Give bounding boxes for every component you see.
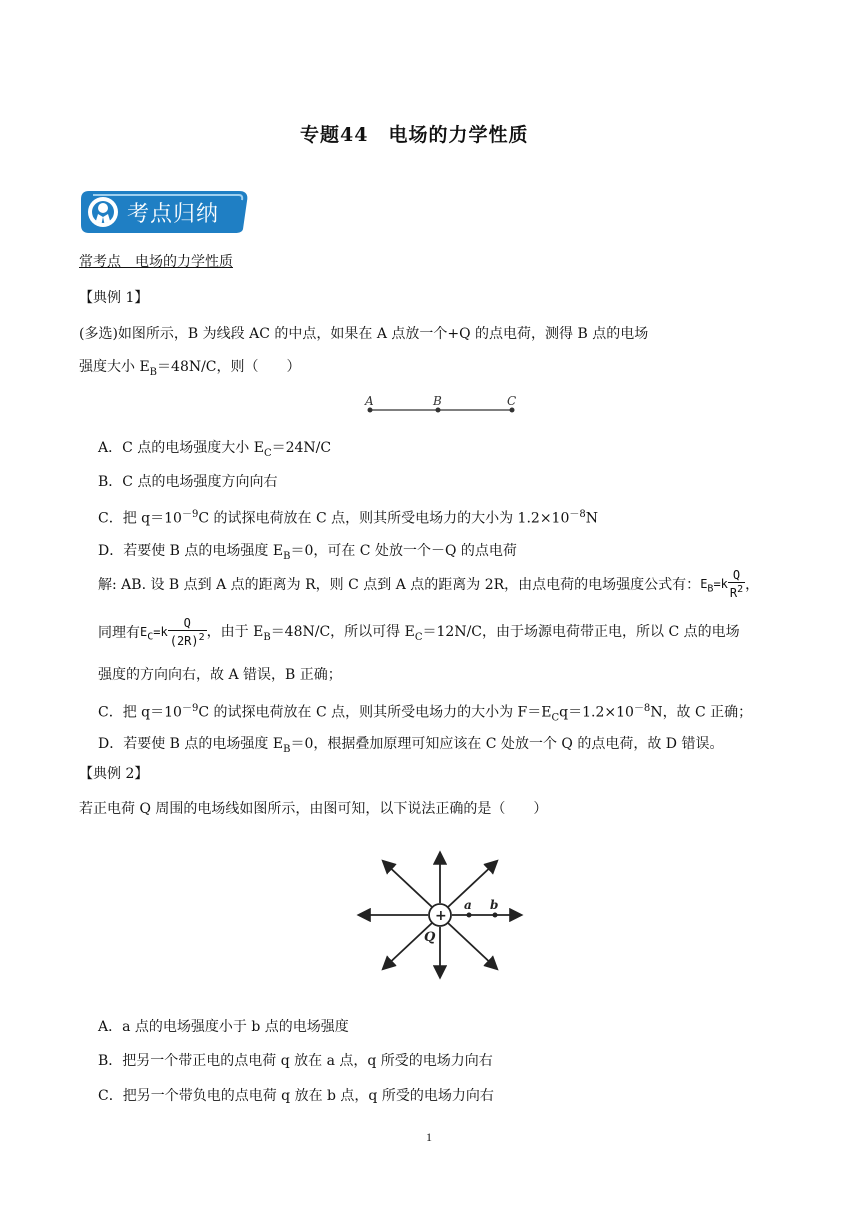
example1-option-d: D．若要使 B 点的电场强度 $E_B=0$，可在 C 处放一个－Q 的点电荷 bbox=[98, 543, 517, 562]
label-c: C bbox=[507, 394, 517, 408]
point-b-dot bbox=[493, 913, 498, 918]
point-c bbox=[510, 408, 515, 413]
example2-option-a: A．a 点的电场强度小于 b 点的电场强度 bbox=[98, 1019, 349, 1035]
example1-option-b: B．C 点的电场强度方向向右 bbox=[98, 474, 278, 490]
solution-line4: C．把 $q=10^{-9}C$ 的试探电荷放在 C 点，则其所受电场力的大小为 $F=E_Cq=1.2\times 10^{-8}N$，故 C 正确； bbox=[98, 703, 753, 724]
solution-line3: 强度的方向向右，故 A 错误，B 正确； bbox=[98, 667, 342, 683]
solution-line1: 解: AB. 设 B 点到 A 点的距离为 R，则 C 点到 A 点的距离为 2R，由点电荷的电场强度公式有：$E_B=k$ $\frac{Q}{R^2}$ ， bbox=[98, 568, 760, 600]
example2-option-c: C．把另一个带负电的点电荷 q 放在 b 点，q 所受的电场力向右 bbox=[98, 1088, 494, 1104]
solution-line2: 同理有$E_C=k$ $\frac{Q}{(2R)^2}$ ，由于 $E_B=48N/C$，所以可得 $E_C=12N/C$，由于场源电荷带正电，所以 C 点的电场 bbox=[98, 616, 740, 648]
page-title: 专题44 电场的力学性质 bbox=[300, 124, 529, 146]
figure-line-abc bbox=[360, 392, 530, 422]
example1-option-c: C．把 $q=10^{-9}C$ 的试探电荷放在 C 点，则其所受电场力的大小为 $1.2\times 10^{-8}N$ bbox=[98, 509, 598, 527]
badge-label: 考点归纳 bbox=[127, 202, 220, 227]
figure-field-lines bbox=[354, 850, 530, 980]
example2-option-b: B．把另一个带正电的点电荷 q 放在 a 点，q 所受的电场力向右 bbox=[98, 1053, 493, 1069]
label-point-b: b bbox=[490, 898, 499, 912]
section-heading: 常考点 电场的力学性质 bbox=[79, 254, 233, 270]
page-number: 1 bbox=[426, 1130, 432, 1144]
label-b: B bbox=[433, 394, 442, 408]
solution-line5: D．若要使 B 点的电场强度 $E_B=0$，根据叠加原理可知应该在 C 处放一个 Q 的点电荷，故 D 错误。 bbox=[98, 736, 724, 755]
charge-sign: + bbox=[435, 908, 447, 924]
point-b bbox=[436, 408, 441, 413]
example1-stem-line1: (多选)如图所示，B 为线段 AC 的中点，如果在 A 点放一个+Q 的点电荷，测得 B 点的电场 bbox=[79, 326, 649, 342]
example1-option-a: A．C 点的电场强度大小 $E_C=24N/C$ bbox=[98, 440, 332, 459]
example1-stem-line2: 强度大小 $E_B=48N/C$，则（ ） bbox=[79, 359, 301, 378]
formula-eb: $E_B=k$ $\frac{Q}{R^2}$ bbox=[700, 568, 744, 600]
point-a-dot bbox=[467, 913, 472, 918]
example1-heading: 【典例 1】 bbox=[79, 290, 149, 306]
example2-stem: 若正电荷 Q 周围的电场线如图所示，由图可知，以下说法正确的是（ ） bbox=[79, 801, 548, 817]
label-a: A bbox=[365, 394, 374, 408]
example2-heading: 【典例 2】 bbox=[79, 766, 149, 782]
section-badge bbox=[79, 187, 251, 235]
point-a bbox=[368, 408, 373, 413]
label-point-a: a bbox=[464, 898, 472, 912]
label-q: Q bbox=[424, 930, 436, 945]
formula-ec: $E_C=k$ $\frac{Q}{(2R)^2}$ bbox=[140, 616, 205, 648]
